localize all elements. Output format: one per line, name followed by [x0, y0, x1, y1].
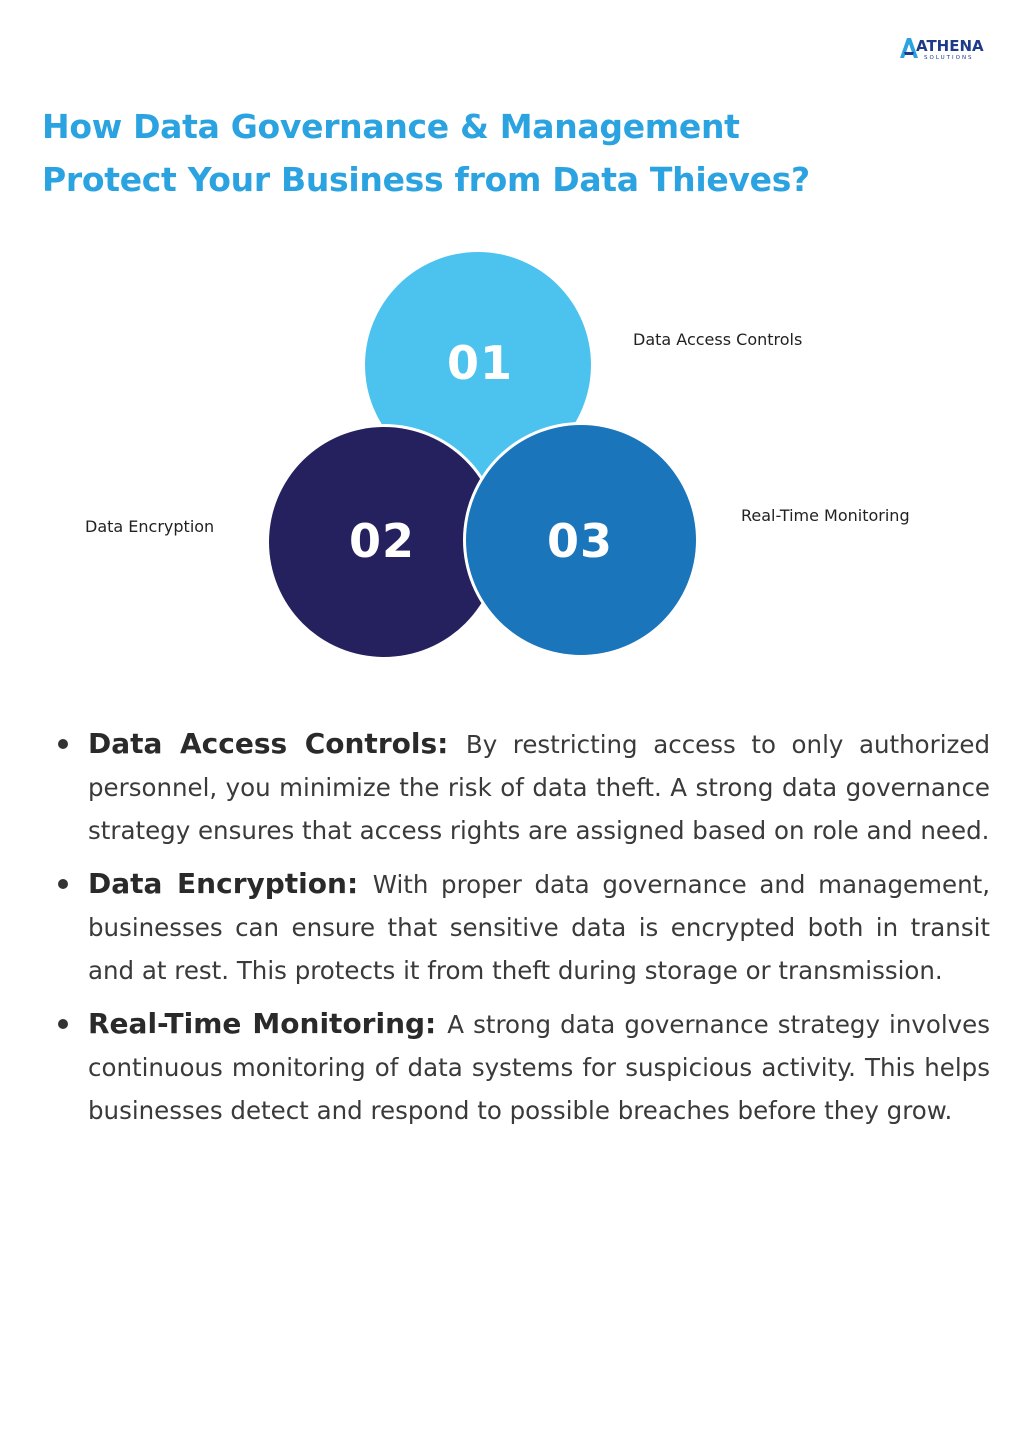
label-data-access-controls: Data Access Controls: [633, 330, 803, 349]
bullet-dot: [58, 879, 68, 889]
label-real-time-monitoring: Real-Time Monitoring: [741, 506, 910, 525]
athena-logo: [898, 32, 988, 64]
bullet-item-monitoring: [56, 1002, 990, 1132]
bullet-heading: Data Access Controls:: [88, 727, 466, 760]
circle-number-03: 03: [546, 514, 613, 568]
bullet-dot: [58, 739, 68, 749]
bullet-dot: [58, 1019, 68, 1029]
label-data-encryption: Data Encryption: [85, 517, 215, 536]
circle-number-02: 02: [348, 514, 415, 568]
title-line-1: How Data Governance & Management: [42, 107, 740, 146]
logo-tagline: SOLUTIONS: [924, 55, 974, 61]
bullet-heading: Data Encryption:: [88, 867, 373, 900]
bullet-text: With proper data governance and management, businesses can ensure that sensitive data is encrypted both in transit and at rest. This protects it from theft during storage or transmission.: [88, 870, 990, 985]
bullet-text: A strong data governance strategy involves continuous monitoring of data systems for suspicious activity. This helps businesses detect and respond to possible breaches before they grow.: [88, 1010, 990, 1125]
bullet-item-encryption: [56, 862, 990, 992]
bullet-text: By restricting access to only authorized personnel, you minimize the risk of data theft. A strong data governance strategy ensures that access rights are assigned based on role and need.: [88, 730, 990, 845]
bullet-list: [56, 722, 990, 1142]
circle-number-01: 01: [446, 336, 513, 390]
logo-graphic: [898, 32, 988, 64]
logo-wordmark: ATHENA: [916, 37, 984, 55]
circles-graphic: [0, 240, 1024, 680]
page-title: [42, 100, 942, 206]
title-line-2: Protect Your Business from Data Thieves?: [42, 160, 810, 199]
bullet-item-access-controls: [56, 722, 990, 852]
bullet-heading: Real-Time Monitoring:: [88, 1007, 448, 1040]
overlapping-circles-diagram: [0, 240, 1024, 680]
